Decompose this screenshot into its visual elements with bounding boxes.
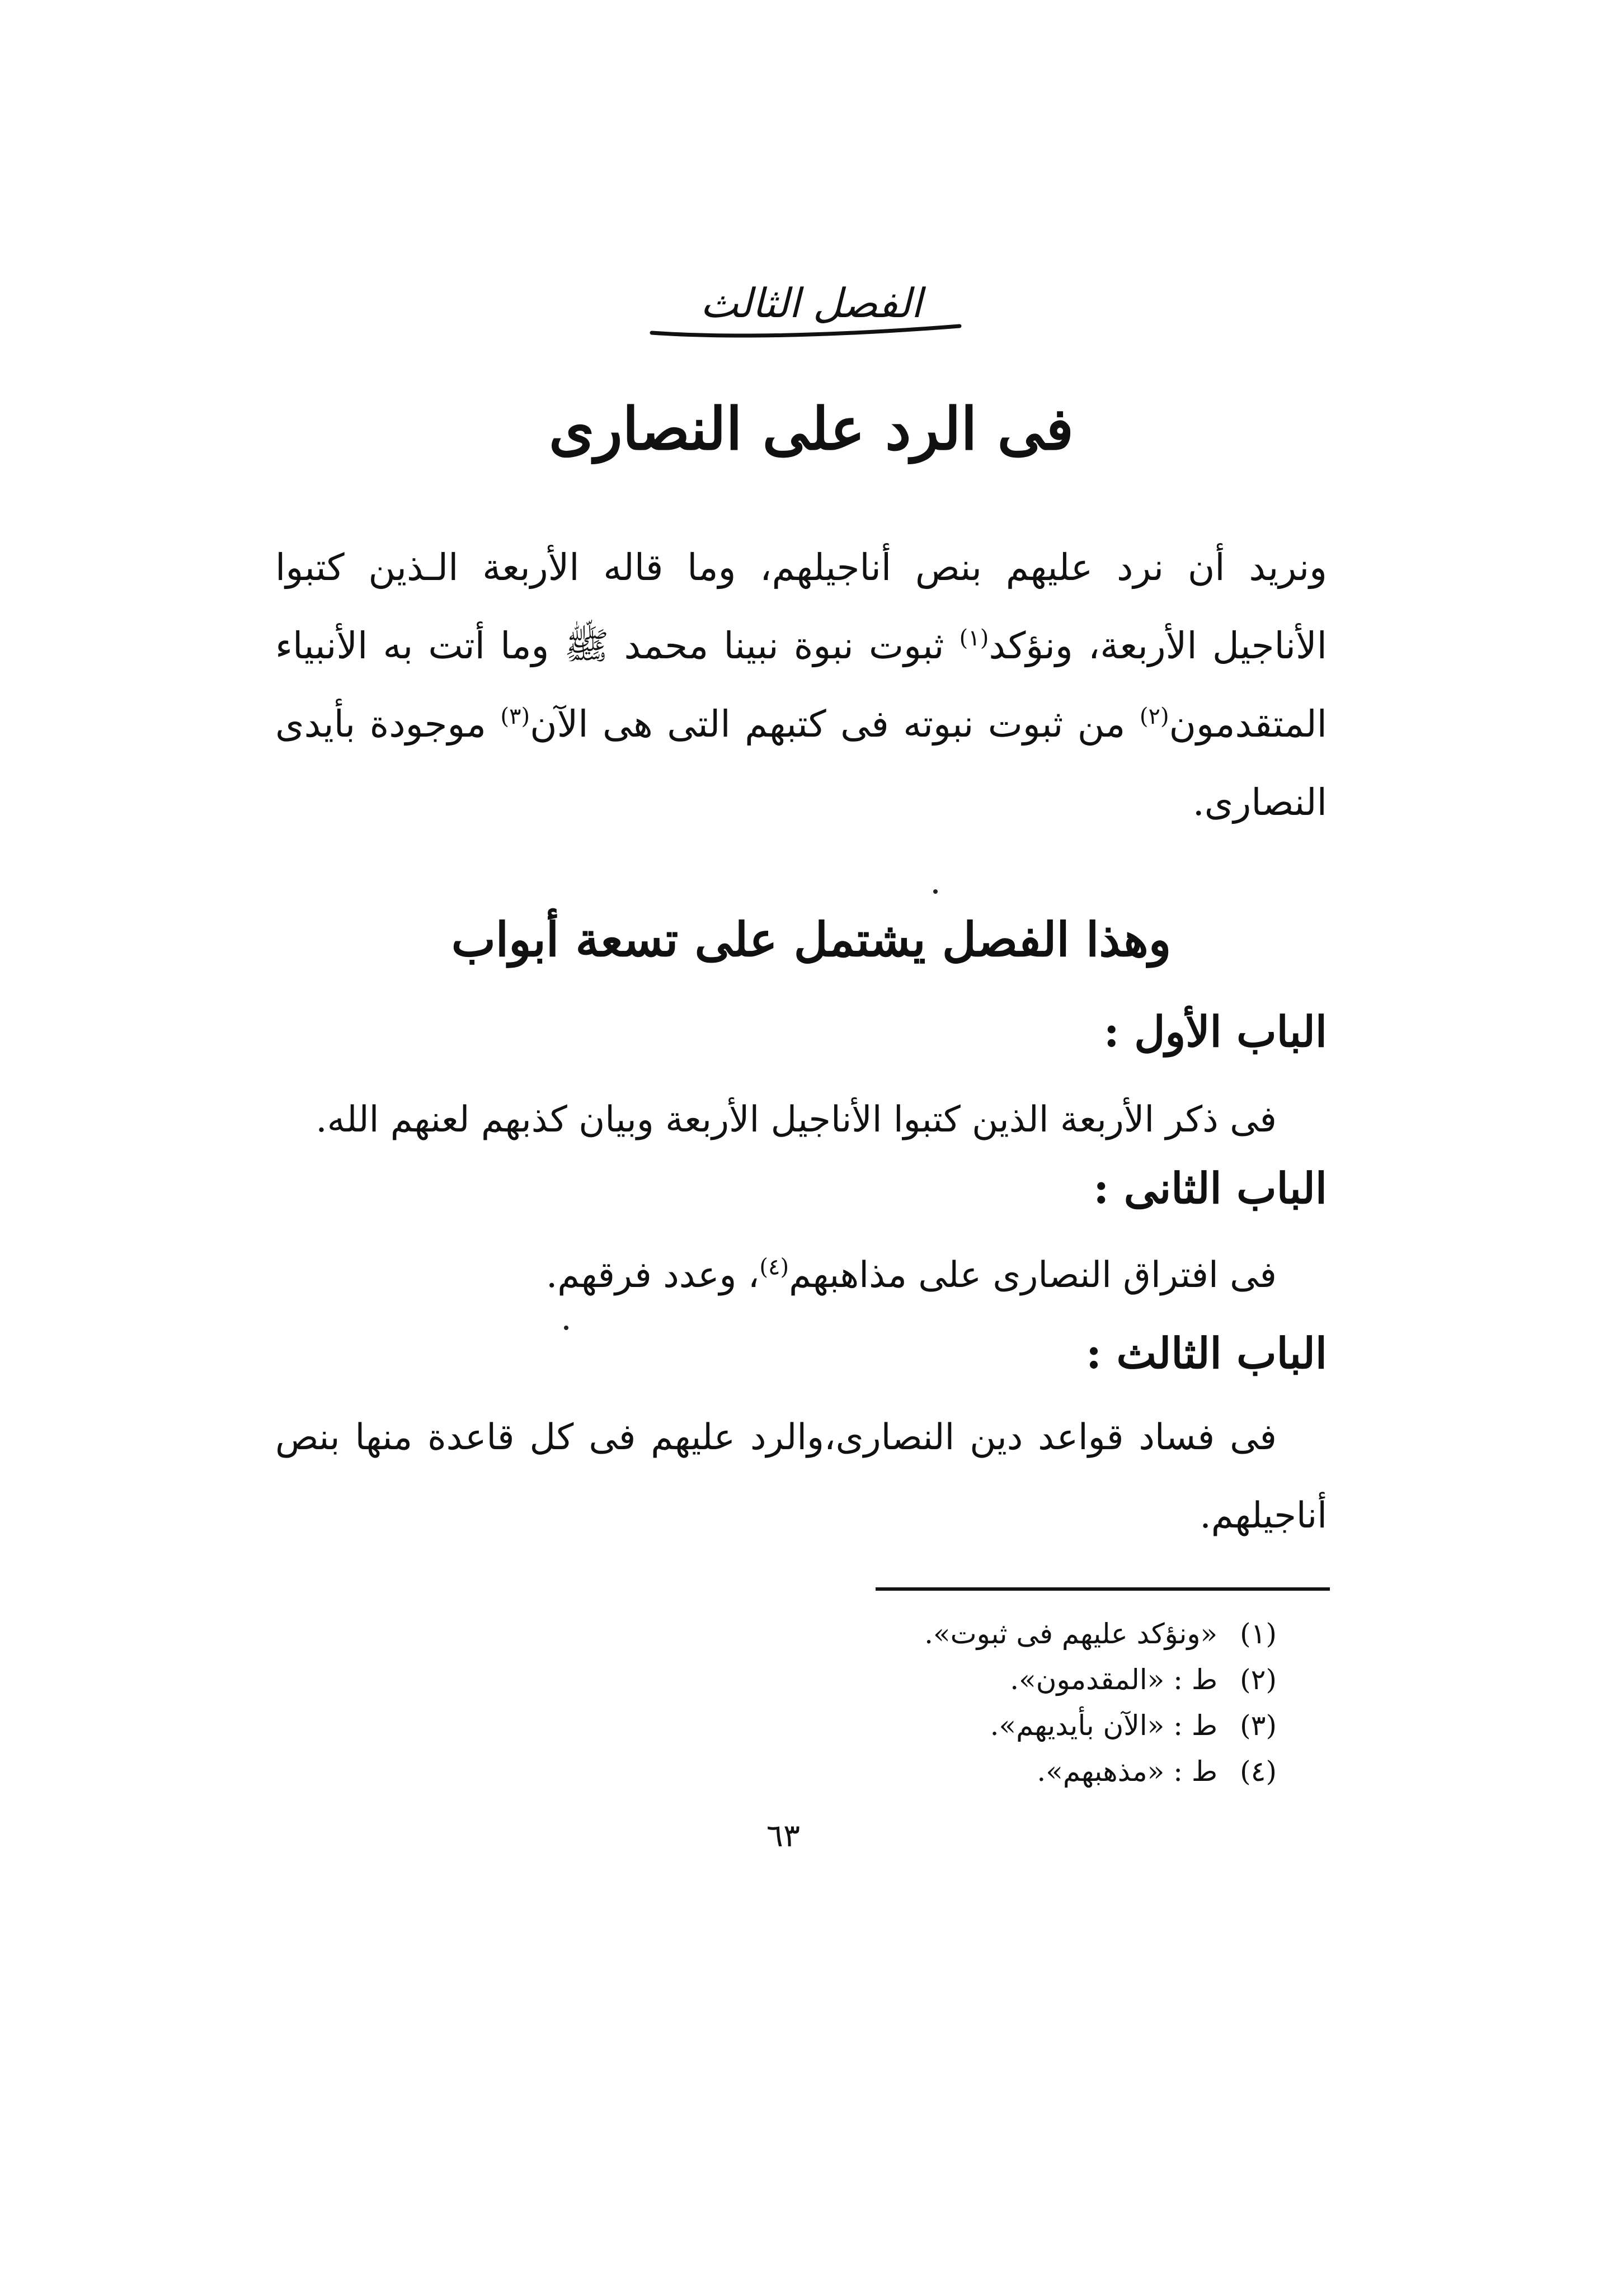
chapter-2-text: فى افتراق النصارى على مذاهبهم <box>789 1255 1277 1296</box>
intro-text: موجودة بأيدى النصارى. <box>275 703 1327 824</box>
section-heading: وهذا الفصل يشتمل على تسعة أبواب <box>451 912 1172 967</box>
intro-text: ونريد أن نرد عليهم بنص أناجيلهم، وما قاله الأربعة الـذين كتبوا الأناجيل الأربعة، ونؤكد <box>275 546 1327 667</box>
footnote-text: «ونؤكد عليهم فى ثبوت». <box>924 1618 1218 1650</box>
footnote-text: ط : «مذهبهم». <box>1037 1755 1218 1788</box>
chapter-1-label: الباب الأول : <box>1103 1007 1327 1057</box>
intro-paragraph <box>275 529 1327 842</box>
footnote-number: (٢) <box>1240 1663 1277 1696</box>
chapter-3-description: فى فساد قواعد دين النصارى،والرد عليهم فى كل قاعدة منها بنص أناجيلهم. <box>275 1417 1327 1536</box>
chapter-3-label: الباب الثالث : <box>1085 1328 1327 1378</box>
footnote-ref: (٢) <box>1139 704 1169 729</box>
footnote-number: (٤) <box>1240 1755 1277 1788</box>
footnote-text: ط : «الآن بأيديهم». <box>990 1709 1218 1742</box>
footnote-number: (١) <box>1240 1618 1277 1650</box>
footnote-text: ط : «المقدمون». <box>1010 1663 1218 1696</box>
footnote-item <box>924 1657 1277 1703</box>
footnote-item <box>924 1611 1277 1657</box>
intro-text: من ثبوت نبوته فى كتبهم التى هى الآن <box>530 703 1140 746</box>
chapter-2-description <box>546 1236 1277 1314</box>
footnote-ref: (١) <box>959 625 989 651</box>
footnote-item <box>924 1748 1277 1794</box>
footnote-ref: (٣) <box>500 704 530 729</box>
footnote-item <box>924 1703 1277 1748</box>
chapter-label: الفصل الثالث <box>700 280 923 327</box>
print-speck <box>564 1326 568 1330</box>
chapter-title: فى الرد على النصارى <box>549 394 1074 463</box>
footnote-separator <box>876 1587 1330 1591</box>
chapter-2-text: ، وعدد فرقهم. <box>545 1255 760 1296</box>
chapter-label-swash <box>649 322 962 338</box>
chapter-1-description: فى ذكر الأربعة الذين كتبوا الأناجيل الأربعة وبيان كذبهم لعنهم الله. <box>316 1099 1277 1140</box>
footnote-number: (٣) <box>1240 1709 1277 1742</box>
footnote-ref: (٤) <box>759 1254 789 1280</box>
footnotes <box>924 1611 1277 1794</box>
page-number: ٦٣ <box>766 1818 801 1854</box>
chapter-2-label: الباب الثانى : <box>1093 1163 1327 1213</box>
intro-text: ثبوت نبوة نبينا محمد ﷺ وما أتت به الأنبياء المتقدمون <box>275 624 1328 746</box>
print-speck <box>933 889 938 894</box>
